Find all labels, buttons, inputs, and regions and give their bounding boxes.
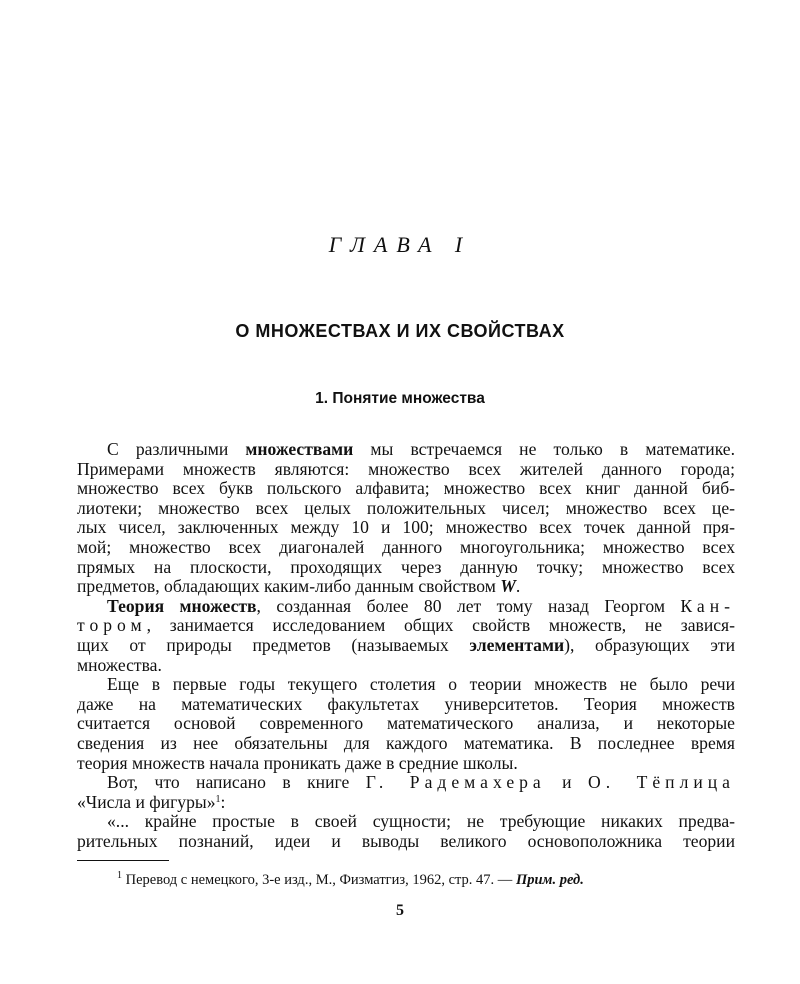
section-title: 1. Понятие множества: [315, 390, 485, 407]
text-line: [77, 675, 735, 695]
bold-term: Теория множеств: [107, 595, 257, 616]
text-run: мой; множество всех диагоналей данного многоугольника; множество всех: [77, 536, 735, 557]
text-line: [77, 460, 735, 480]
text-line: [77, 656, 735, 676]
text-run: «Числа и фигуры»: [77, 791, 216, 812]
footnote-rule: [77, 860, 169, 861]
text-run: Примерами множеств являются: множество всех жителей данного города;: [77, 458, 735, 479]
text-line: [77, 695, 735, 715]
text-run: , созданная более 80 лет тому назад Георгом: [256, 595, 681, 616]
footnote-reference: 1: [215, 793, 221, 805]
text-run: С различными: [107, 439, 246, 459]
footnote-marker: 1: [117, 870, 122, 881]
page-number: 5: [396, 902, 404, 919]
text-run: предметов, обладающих каким-либо данным свойством: [77, 576, 501, 597]
text-run: даже на математических факультетах университетов. Теория множеств: [77, 693, 735, 714]
chapter-label: ГЛАВА I: [328, 232, 472, 257]
text-line: [77, 812, 735, 832]
text-run: лых чисел, заключенных между 10 и 100; множество всех точек данной пря-: [77, 517, 735, 538]
text-line: [77, 577, 735, 597]
text-run: «... крайне простые в своей сущности; не требующие никаких предва-: [107, 811, 735, 832]
text-run: считается основой современного математического анализа, и некоторые: [77, 713, 735, 734]
text-line: [77, 479, 735, 499]
spaced-name: Г. Радемахера: [365, 772, 546, 793]
text-line: [77, 793, 735, 813]
text-line: [77, 558, 735, 578]
text-run: Еще в первые годы текущего столетия о теории множеств не было речи: [107, 674, 735, 695]
text-line: [77, 773, 735, 793]
bold-term: элементами: [469, 634, 565, 655]
text-run: множества.: [77, 654, 162, 675]
text-line: [77, 636, 735, 656]
text-run: теория множеств начала проникать даже в средние школы.: [77, 752, 518, 773]
text-line: [77, 616, 735, 636]
text-line: [77, 538, 735, 558]
property-symbol: W: [500, 576, 516, 597]
bold-term: множествами: [245, 439, 354, 459]
text-line: [77, 440, 735, 460]
text-line: [77, 734, 735, 754]
text-line: [77, 518, 735, 538]
text-run: и: [545, 772, 589, 793]
text-run: рительных познаний, идеи и выводы великого основоположника теории: [77, 830, 735, 851]
text-line: [77, 832, 735, 852]
text-run: , занимается исследованием общих свойств множеств, не завися-: [146, 615, 735, 636]
footnote-editor-note: Прим. ред.: [515, 872, 584, 888]
text-line: [77, 754, 735, 774]
text-run: :: [220, 791, 226, 812]
text-run: прямых на плоскости, проходящих через данную точку; множество всех: [77, 556, 735, 577]
text-run: сведения из нее обязательны для каждого математика. В последнее время: [77, 732, 735, 753]
footnote: [117, 872, 584, 889]
text-run: мы встречаемся не только в математике.: [353, 439, 736, 459]
text-run: лиотеки; множество всех целых положительных чисел; множество всех це-: [77, 497, 735, 518]
text-run: ), образующих эти: [564, 634, 735, 655]
spaced-name: О. Тёплица: [588, 772, 735, 793]
text-run: .: [515, 576, 521, 597]
text-line: [77, 597, 735, 617]
text-run: множество всех букв польского алфавита; множество всех книг данной биб-: [77, 478, 735, 499]
footnote-text: Перевод с немецкого, 3-е изд., М., Физматгиз, 1962, стр. 47. —: [122, 872, 516, 888]
chapter-title: О МНОЖЕСТВАХ И ИХ СВОЙСТВАХ: [235, 321, 565, 341]
text-line: [77, 714, 735, 734]
text-run: щих от природы предметов (называемых: [77, 634, 470, 655]
text-run: Вот, что написано в книге: [107, 772, 366, 793]
spaced-name: тором: [77, 615, 147, 636]
text-line: [77, 499, 735, 519]
body-text: [77, 440, 735, 851]
spaced-name: Кан-: [680, 595, 735, 616]
